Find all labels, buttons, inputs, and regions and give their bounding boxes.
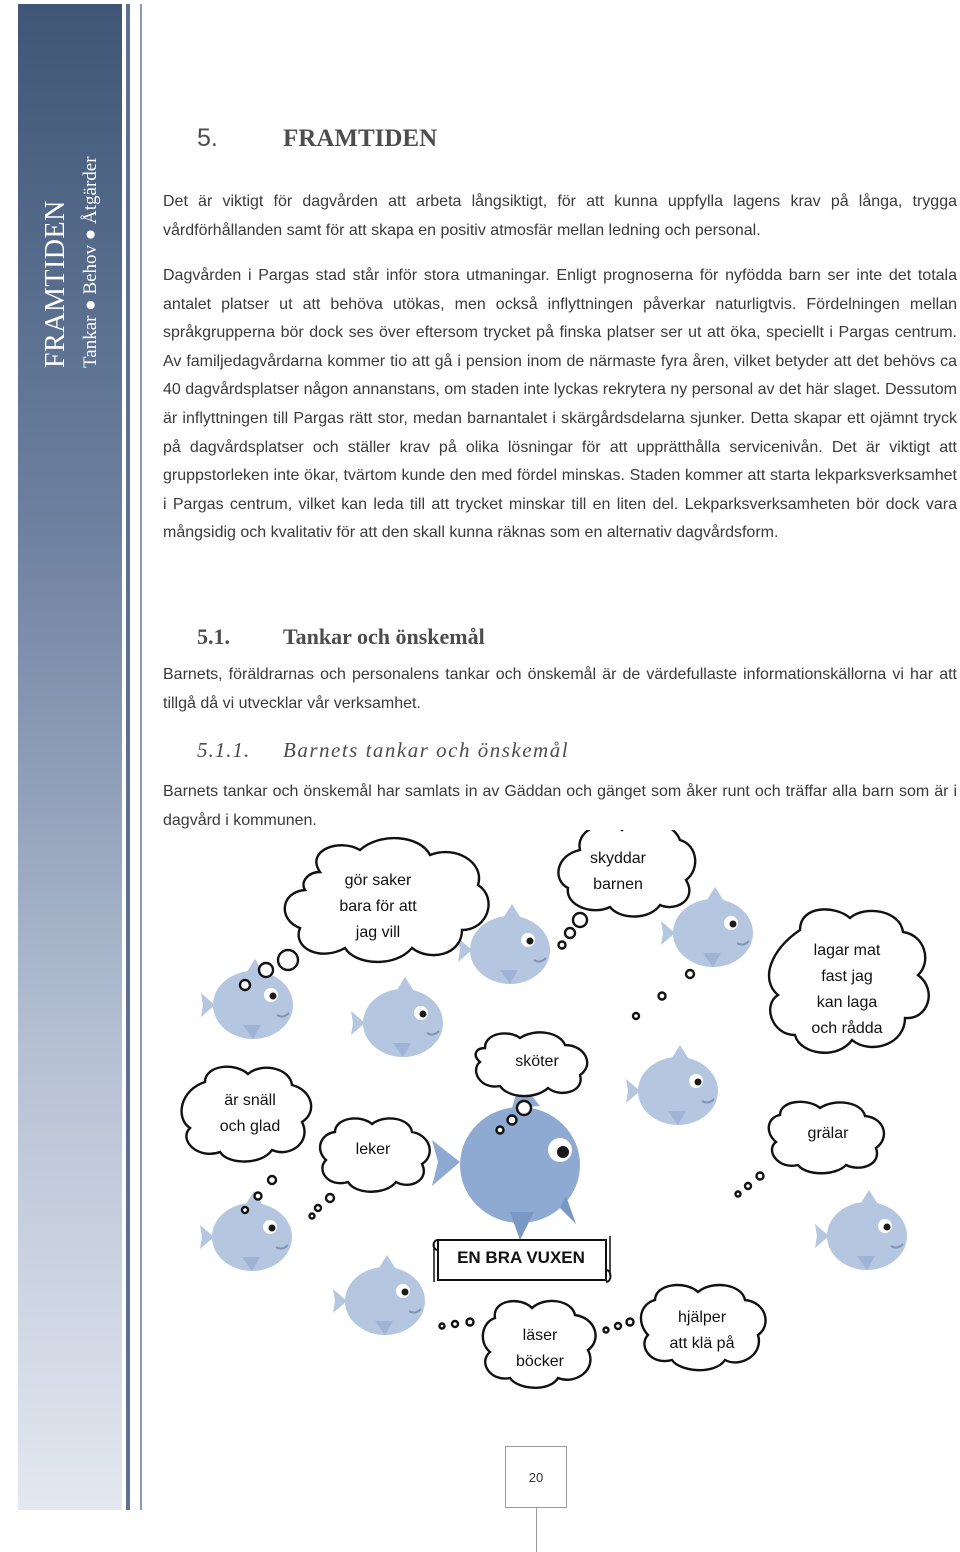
- bubble-lagar-mat-text: [797, 938, 897, 1042]
- section-number: 5.: [197, 124, 218, 152]
- bubble-laser-text: [500, 1323, 580, 1375]
- subsubsection-title: Barnets tankar och önskemål: [283, 738, 570, 762]
- subsubsection-heading: [197, 738, 569, 763]
- page-number-line: [536, 1508, 537, 1552]
- section-title: FRAMTIDEN: [283, 125, 438, 152]
- section-heading: [197, 124, 437, 153]
- bubble-leker-text: [338, 1137, 408, 1163]
- subsection-text: Barnets, föräldrarnas och personalens tankar och önskemål är de värdefullaste informationskällorna vi har att tillgå då vi utvecklar vår verksamhet.: [163, 666, 957, 712]
- fish-small: [815, 1190, 907, 1270]
- sidebar-rule: [126, 4, 130, 1510]
- fish-small: [333, 1255, 425, 1335]
- bubble-line: fast jag: [821, 968, 873, 985]
- bubble-line: leker: [355, 1141, 391, 1158]
- bubble-line: sköter: [515, 1053, 559, 1070]
- bubble-skoter-text: [497, 1049, 577, 1075]
- bubble-line: att klä på: [669, 1335, 735, 1352]
- sidebar-subtitle: Tankar ● Behov ● Åtgärder: [80, 156, 101, 368]
- subsubsection-number: 5.1.1.: [197, 738, 251, 762]
- bubble-line: och rådda: [811, 1020, 883, 1037]
- bubble-line: hjälper: [677, 1309, 727, 1326]
- bubble-line: böcker: [515, 1353, 565, 1370]
- bubble-ar-snall-text: [205, 1088, 295, 1140]
- subsection-heading: [197, 624, 485, 650]
- bubble-gralar-text: [788, 1121, 868, 1147]
- paragraph-1: Det är viktigt för dagvården att arbeta långsiktigt, för att kunna uppfylla lagens krav på långa, trygga vårdförhållanden samt för att skapa en positiv atmosfär mellan ledning och personal.: [163, 193, 957, 239]
- bubble-line: gör saker: [344, 872, 412, 889]
- bubble-line: skyddar: [589, 850, 647, 867]
- page-number-box: [505, 1446, 567, 1508]
- bubble-line: läser: [522, 1327, 558, 1344]
- banner-text: EN BRA VUXEN: [457, 1248, 585, 1267]
- fish-small: [626, 1045, 718, 1125]
- bubble-line: grälar: [807, 1125, 849, 1142]
- bubble-line: bara för att: [339, 898, 417, 915]
- subsubsection-text: Barnets tankar och önskemål har samlats in av Gäddan och gänget som åker runt och träffar alla barn som är i dagvård i kommunen.: [163, 783, 957, 829]
- sidebar-rule-thin: [140, 4, 142, 1510]
- fish-small: [351, 977, 443, 1057]
- fish-small: [201, 959, 293, 1039]
- bubble-hjalper-text: [657, 1305, 747, 1357]
- bubble-line: är snäll: [224, 1092, 276, 1109]
- bubble-skyddar-text: [568, 846, 668, 898]
- page-number: 20: [528, 1469, 544, 1485]
- sidebar-title: FRAMTIDEN: [40, 200, 71, 368]
- bubble-line: jag vill: [355, 924, 401, 941]
- subsection-number: 5.1.: [197, 624, 230, 649]
- bubble-line: och glad: [219, 1118, 281, 1135]
- bubble-line: kan laga: [816, 994, 878, 1011]
- bubble-line: barnen: [593, 876, 643, 893]
- bubble-line: lagar mat: [813, 942, 881, 959]
- bubble-gor-saker-text: [318, 868, 438, 946]
- paragraph-2: Dagvården i Pargas stad står inför stora utmaningar. Enligt prognoserna för nyfödda barn ser inte det totala antalet platser ut att behöva utökas, men också inflyttningen påverkar naturligtvis. Fördelningen mellan språkgrupperna bör dock ses över eftersom trycket på finska platser ser ut att öka, speciellt i Pargas centrum. Av familjedagvårdarna kommer tio att gå i pension inom de närmaste fyra åren, vilket betyder att det behövs ca 40 dagvårdsplatser någon annanstans, om staden inte lyckas rekrytera ny personal av det här slaget. Dessutom är inflyttningen till Pargas rätt stor, medan barnantalet i skärgårdsdelarna sjunker. Detta skapar ett ojämnt tryck på dagvårdsplatser och ställer krav på olika lösningar för att upprätthålla servicenivån. Det är viktigt att gruppstorleken inte ökar, tvärtom kunde den med fördel minskas. Staden kommer att starta lekparksverksamhet i Pargas centrum, vilket kan leda till att trycket minskar till en liten del. Lekparksverksamheten bör dock vara mångsidig och kvalitativ för att den skall kunna räknas som en alternativ dagvårdsform.: [163, 267, 957, 542]
- fish-small: [200, 1191, 292, 1271]
- subsection-title: Tankar och önskemål: [283, 624, 485, 649]
- fish-big: [432, 1082, 580, 1240]
